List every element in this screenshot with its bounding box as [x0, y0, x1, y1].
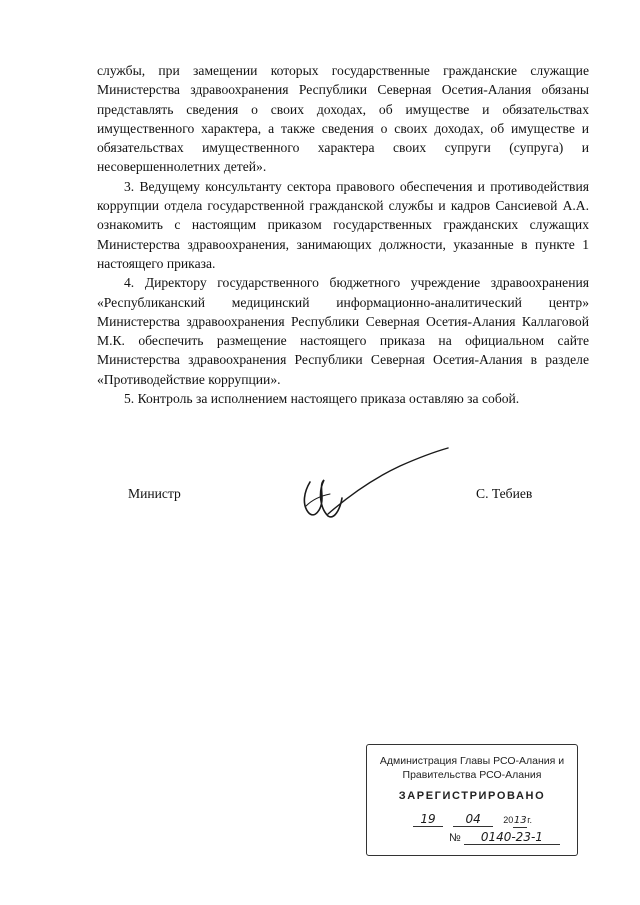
stamp-authority-line1: Администрация Главы РСО-Алания и	[379, 755, 565, 767]
signatory-position: Министр	[128, 486, 181, 501]
stamp-number-label: №	[449, 832, 461, 844]
paragraph-item-5: 5. Контроль за исполнением настоящего приказа оставляю за собой.	[124, 391, 520, 407]
stamp-date-day: 19	[413, 813, 443, 827]
paragraph-continuation: службы, при замещении которых государственные гражданские служащие Министерства здравоохранения Республики Северная Осетия-Алания обязаны представлять сведения о своих доходах, об имуществе и обязательствах имущественного характера, а также сведения о своих доходах, об имуществе и обязательствах имущественного характера своих супруги (супруга) и несовершеннолетних детей».	[97, 63, 589, 175]
stamp-number	[449, 831, 560, 845]
paragraph-item-3: 3. Ведущему консультанту сектора правового обеспечения и противодействия коррупции отдела государственной гражданской службы и кадров Сансиевой А.А. ознакомить с настоящим приказом государственных гражданских служащих Министерства здравоохранения, занимающих должности, указанные в пункте 1 настоящего приказа.	[97, 178, 589, 271]
stamp-date-year-suffix: г.	[527, 815, 532, 825]
stamp-number-value: 0140-23-1	[464, 831, 560, 845]
stamp-date	[413, 813, 532, 828]
stamp-date-month: 04	[453, 813, 493, 827]
stamp-date-year-prefix: 20	[503, 815, 514, 825]
stamp-authority-line2: Правительства РСО-Алания	[402, 769, 542, 781]
handwritten-signature	[300, 440, 450, 530]
signatory-name: С. Тебиев	[476, 486, 533, 501]
document-body	[97, 61, 589, 408]
stamp-title: ЗАРЕГИСТРИРОВАНО	[398, 790, 546, 802]
stamp-date-year: 13	[513, 815, 527, 826]
signature-block	[0, 470, 640, 530]
paragraph-item-4: 4. Директору государственного бюджетного учреждение здравоохранения «Республиканский медицинский информационно-аналитический центр» Министерства здравоохранения Республики Северная Осетия-Алания Каллаговой М.К. обеспечить размещение настоящего приказа на официальном сайте Министерства здравоохранения Республики Северная Осетия-Алания в разделе «Противодействие коррупции».	[97, 275, 589, 387]
registration-stamp	[366, 744, 578, 856]
